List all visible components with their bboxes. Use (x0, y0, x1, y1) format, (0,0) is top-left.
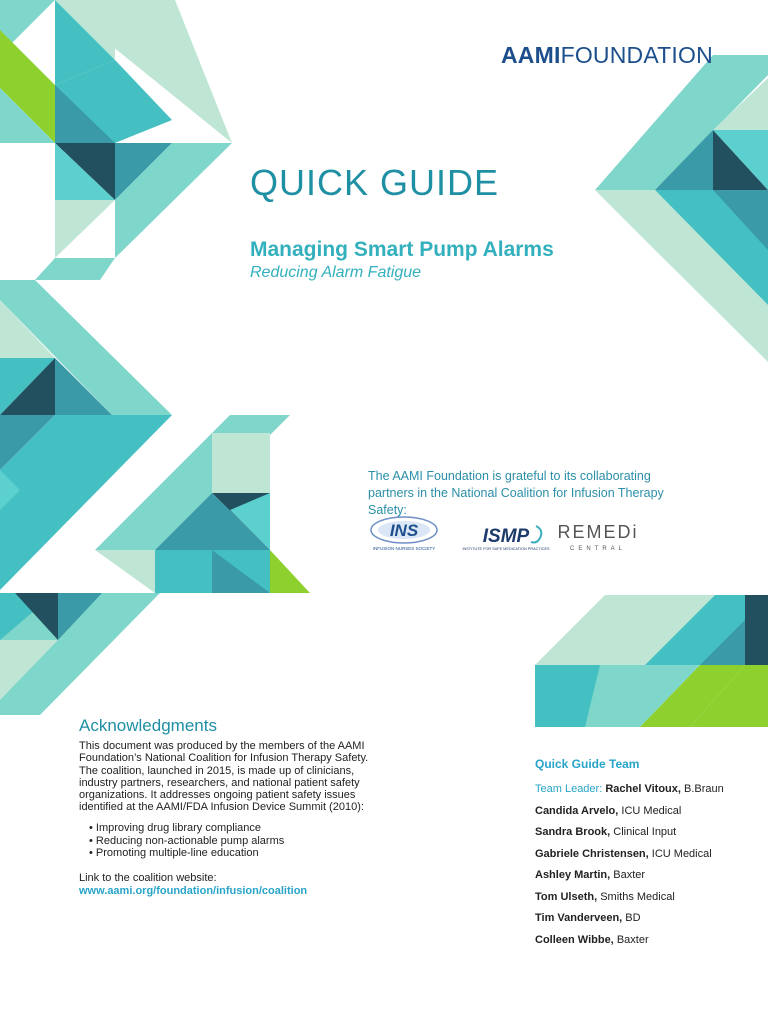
team-member-org: Clinical Input (613, 826, 677, 838)
team-member-name: Tom Ulseth, (535, 891, 598, 903)
ismp-logo-text: ISMP (482, 526, 530, 547)
ins-logo-text: INS (389, 521, 419, 540)
coalition-link-label: Link to the coalition website: (79, 872, 217, 884)
team-member-row (535, 912, 641, 924)
acknowledgments-body: This document was produced by the members of the AAMI Foundation’s National Coalition for Infusion Therapy Safety. The coalition, launched in 2015, is made up of clinicians, industry partners, researchers, and national patient safety organizations. It addresses ongoing patient safety issues identified at the AAMI/FDA Infusion Device Summit (2010): (79, 740, 369, 814)
remedi-logo-text: REMEDi (557, 522, 639, 542)
list-item: • Improving drug library compliance (89, 822, 389, 835)
team-member-row (535, 934, 649, 946)
list-item: • Reducing non-actionable pump alarms (89, 835, 389, 848)
top-right-triangles (595, 55, 768, 362)
team-member-org: B.Braun (684, 783, 724, 795)
team-member-name: Candida Arvelo, (535, 805, 619, 817)
ins-logo-caption: INFUSION NURSES SOCIETY (372, 546, 436, 551)
bottom-right-triangles (535, 595, 768, 727)
team-member-row (535, 848, 712, 860)
team-heading: Quick Guide Team (535, 757, 640, 771)
brand-light: FOUNDATION (560, 42, 713, 68)
team-leader-row (535, 783, 724, 795)
partner-logos (368, 512, 668, 558)
partners-intro: The AAMI Foundation is grateful to its collaborating partners in the National Coalition for Infusion Therapy Safety: (368, 469, 664, 517)
page-subtitle: Managing Smart Pump Alarms (250, 238, 554, 261)
team-member-row (535, 826, 676, 838)
team-member-name: Ashley Martin, (535, 869, 611, 881)
coalition-link[interactable]: www.aami.org/foundation/infusion/coalition (79, 885, 308, 897)
team-member-org: Smiths Medical (600, 891, 675, 903)
brand-bold: AAMI (501, 42, 561, 68)
team-member-name: Colleen Wibbe, (535, 934, 614, 946)
team-member-row (535, 891, 675, 903)
team-member-name: Gabriele Christensen, (535, 848, 649, 860)
remedi-logo (557, 522, 638, 552)
team-member-row (535, 805, 681, 817)
acknowledgments-heading: Acknowledgments (79, 716, 217, 735)
team-member-name: Tim Vanderveen, (535, 912, 623, 924)
team-member-row (535, 869, 645, 881)
page-title: QUICK GUIDE (250, 162, 500, 203)
team-leader-role: Team Leader: (535, 783, 603, 795)
bottom-left-triangles (0, 593, 160, 715)
team-member-org: Baxter (613, 869, 646, 881)
aami-foundation-logo (501, 42, 713, 69)
list-item: • Promoting multiple-line education (89, 847, 389, 860)
team-member-org: Baxter (616, 934, 649, 946)
team-member-org: ICU Medical (651, 848, 712, 860)
top-left-triangles (0, 0, 232, 280)
page-subsubtitle: Reducing Alarm Fatigue (250, 264, 422, 281)
team-member-org: BD (625, 912, 641, 924)
team-member-name: Rachel Vitoux, (605, 783, 681, 795)
ismp-logo-caption: INSTITUTE FOR SAFE MEDICATION PRACTICES (462, 547, 550, 551)
team-member-name: Sandra Brook, (535, 826, 611, 838)
remedi-logo-caption: CENTRAL (569, 546, 627, 552)
acknowledgments-list (89, 822, 389, 860)
team-member-org: ICU Medical (621, 805, 682, 817)
ismp-logo (462, 526, 550, 551)
ins-logo (371, 517, 437, 551)
